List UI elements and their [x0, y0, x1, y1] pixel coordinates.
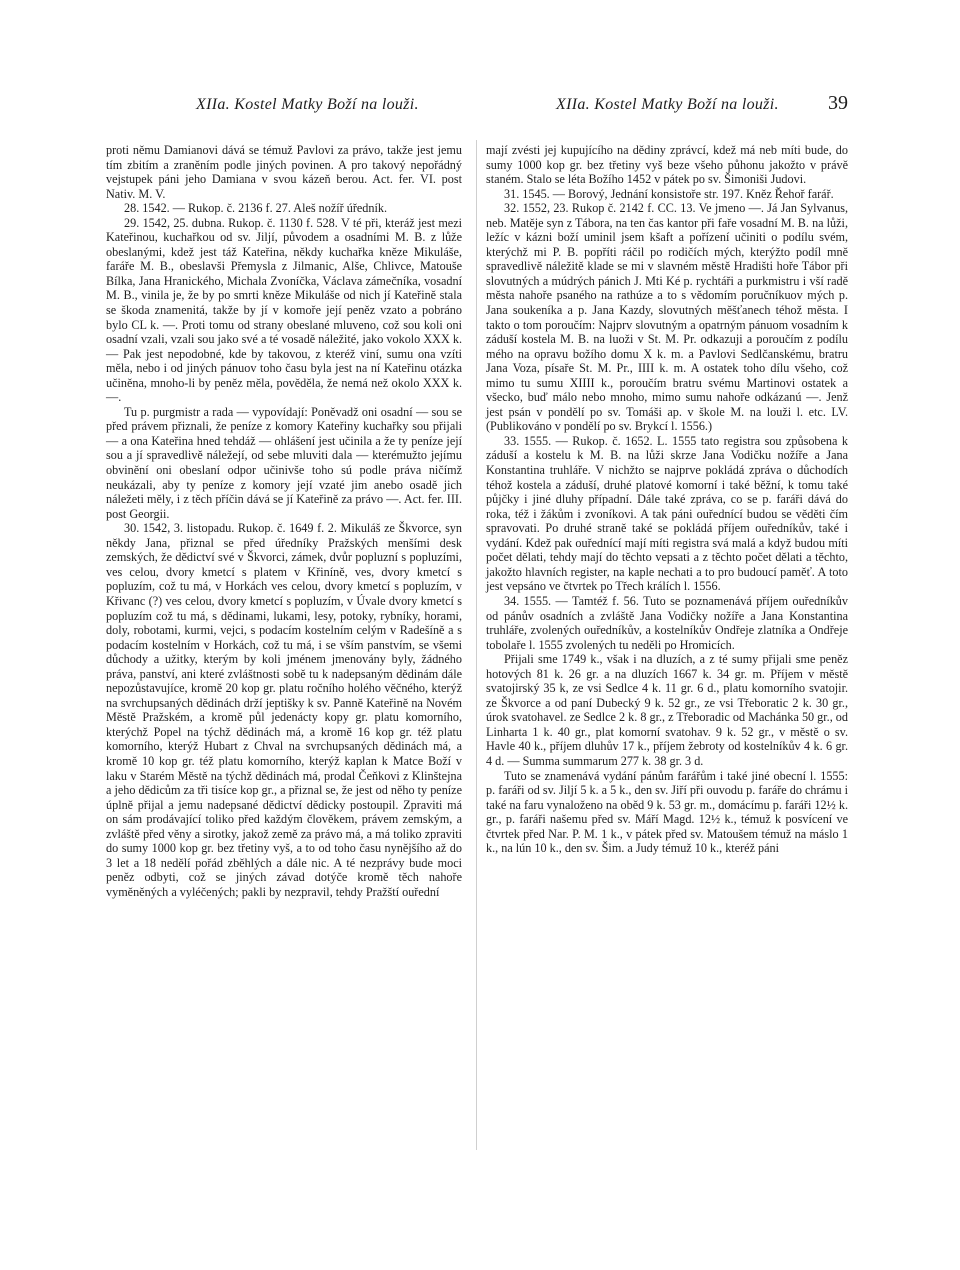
right-column	[486, 143, 848, 856]
paragraph: Tu p. purgmistr a rada — vypovídají: Poněvadž oni osadní — sou se před právem přiznali, že peníze z komory Kateřiny kuchařky sou přijali — a ona Kateřina hned tehdáž — ohlášení jest učinila a že ty peníze její sou a jí spravedlivě náležejí, od sebe mluviti dala — kterémužto jejímu obvinění oni obeslaní odpor učinivše toho sú podle práva ničímž neukázali, aby ty peníze z komory její vzaté jim anebo osadě jich náležeti měly, i z těch příčin dává se jí Kateřině za právo —. Act. fer. III. post Georgii.	[106, 404, 462, 521]
running-header-right: XIIa. Kostel Matky Boží na louži.	[556, 96, 779, 113]
running-header-left: XIIa. Kostel Matky Boží na louži.	[196, 96, 419, 113]
paragraph: 34. 1555. — Tamtéž f. 56. Tuto se poznamenává příjem ouředníkův od pánův osadních a zvláště Jana Vodičky nožíře a Jana Konstantina truhláře, zvolených ouředníkův, a kostelníkův Ondřeje zlatníka a Ondřeje tobolaře l. 1555 zvolených tu neděli po Hromicích.	[486, 593, 848, 652]
paragraph: 28. 1542. — Rukop. č. 2136 f. 27. Aleš nožíř úředník.	[124, 201, 388, 216]
paragraph: 29. 1542, 25. dubna. Rukop. č. 1130 f. 528. V té při, kteráž jest mezi Kateřinou, kuchařkou od sv. Jiljí, původem a osadními M. B. z lůže obeslanými, kdež jest táž Kateřina, někdy kuchařka kněze Mikuláše, faráře M. B., obeslavši Přemysla z Jilmanic, Alše, Chlivce, Matouše Bílka, Jana Hranického, Michala Zvoníčka, Václava zámečníka, vosadní M. B., vinila je, že by po smrti kněze Mikuláše od nich jí Kateřině stala se škoda znamenitá, takže by jí v komoře její peněz vzato a pobráno bylo CL k. —. Proti tomu od strany obeslané mluveno, což sou koli oni osadní vzali, vzali sou jako své a té vosadě náležité, jako vokolo XXX k. — Pak jest nepodobné, kde by takovou, z kteréž viní, sumu ona vzíti měla, nebo i od jiných pánuov toho času byla jest na ní Kateřinu otázka učiněna, mnoho-li by peněz měla, pověděla, že nemá než okolo XXX k. —.	[106, 215, 462, 405]
paragraph: Přijali sme 1749 k., však i na dluzích, a z té sumy přijali sme peněz hotových 81 k. 26 gr. a na dluzích 1667 k. 34 gr. m. Příjem v městě svatojirský 35 k, ze vsi Sedlce 4 k. 11 gr. 6 d., platu komorního svatojir. ze Škvorce a od paní Dubecký 9 k. 52 gr., ze vsi Třeboratic 2 k. 30 gr., úrok svatohavel. ze Sedlce 2 k. 8 gr., z Třeboradic od Machánka 50 gr., od Linharta 1 k. 40 gr., plat komorní svatohav. 9 k. 52 gr., v městě o sv. Havle 40 k., příjem dluhův 17 k., příjem žebroty od kostelníkův 4 k. 6 gr. 4 d. — Summa summarum 277 k. 38 gr. 3 d.	[486, 652, 848, 768]
paragraph: 33. 1555. — Rukop. č. 1652. L. 1555 tato registra sou způsobena k záduší a kostelu k M. B. na lůži skrze Jana Vodičku nožíře a Jana Konstantina truhláře. V nichžto se najprve pokládá zpráva o důchodích téhož kostela a záduší, druhé platové komorní i také běžní, k tomu také půjčky i jiné dluhy případní. Dále také zpráva, co se p. faráři dává do roka, též i žákům i zvoníkovi. A tak páni ouřednící budou se věděti čím spravovati. Po druhé straně také se pokládá příjem ouředníkův, také i vydání. Kdež pak ouřednící mají míti registra svá malá a když budou míti počet dělati, tehdy mají do těchto vepsati a z těchto počet dělati a těchto, jakožto hlavních register, na kaple nechati a to pro budoucí paměť. A toto jest vepsáno ve čtvrtek po Třech králích l. 1556.	[486, 433, 848, 594]
paragraph: Tuto se znamenává vydání pánům farářům i také jiné obecní l. 1555: p. faráři od sv. Jiljí 5 k. a 5 k., den sv. Jiří při ouvodu p. faráře do chrámu i také na faru vynaloženo na oběd 9 k. 53 gr. m., domácímu p. faráři 12½ k. gr., p. faráři našemu před sv. Máří Magd. 12½ k., témuž k posvícení ve čtvrtek před Nar. P. M. 1 k., v pátek před sv. Matoušem témuž na máslo 1 k., na lún 10 k., den sv. Šim. a Judy témuž 10 k., kteréž páni	[486, 768, 848, 856]
paragraph: mají zvésti jej kupujícího na dědiny zprávcí, kdež má neb míti bude, do sumy 1000 kop gr. bez třetiny vyš beze všeho půhonu jakožto v právě staném. Stalo se léta Božího 1452 v pátek po sv. Šimoniši Judovi.	[486, 143, 848, 187]
page-number: 39	[828, 92, 848, 114]
paragraph: 30. 1542, 3. listopadu. Rukop. č. 1649 f. 2. Mikuláš ze Škvorce, syn někdy Jana, přiznal se před úředníky Pražských menšími desk zemských, že dědictví své v Škvorci, zámek, dvůr popluzní s popluzími, ves celou, dvory kmetcí s platem v Křiníně, ves, dvory kmetcí s popluzím, což tu má, v Horkách ves celou, dvory kmetcí s popluzím, v Křivanc (?) ves celou, dvory kmetcí s popluzím, v Úvale dvory kmetcí s popluzím což tu má, s dědinami, lukami, lesy, potoky, rybníky, horami, doly, robotami, kurmi, vejci, s podacím kostelním celým v Radešíně a s podacím kostelním v Horkách, což tu má, i se vším panstvím, se všemi důchody a užitky, kterým by koli jménem jmenovány byly, žádného práva, panství, ani které zvláštnosti sobě tu k nadepsaným dědinám dále nepozůstavujíce, kromě 20 kop gr. platu ročního holého věčného, kterýž na svrchupsaných dědinách drží jeptišky k sv. Panně Kateřině na Novém Městě Pražském, a kromě půl jedenácty kopy gr. platu komorního, kterýchž Popel na týchž dědinách má, a kromě 16 kop gr. též platu komorního, kterýž Hubart z Chval na svrchupsaných dědinách má, a kromě 10 kop gr. též platu komorního, kterýž kaplan k Matce Boží v laku v Starém Městě na týchž dědinách má, prodal Čeňkovi z Klinštejna a jeho dědicům za tři tisíce kop gr., a přiznal se, že jest od něho ty peníze úplně přijal a jemu nadepsané dědictví dědicky postoupil. Zpraviti má on sám prodávající toliko před každým člověkem, právem zemským, a zvláště před věny a sirotky, jakož země za právo má, a má toliko zpraviti do sumy 1000 kop gr. bez třetiny vyš, a to od toho času nynějšího až do 3 let a 18 nedělí pořád zběhlých a dále nic. A té nezprávy bude moci peněz odbyti, což se jiných závad dotýče kromě těch nahoře vyměněných a vyléčených; pakli by nezpravil, tehdy Pražští ouřední	[106, 521, 462, 899]
paragraph: 32. 1552, 23. Rukop č. 2142 f. CC. 13. Ve jmeno —. Já Jan Sylvanus, neb. Matěje syn z Tábora, na ten čas kantor při faře vosadní M. B. na lůži, ležíc v kázni boží uminil jsem kšaft a pořízení učiniti o podílu svém, kterýchž mi P. B. popříti ráčil po rodičích mých, kterýžto podíl mně spravedlivě náležitě klade se mi v slavném městě Hradišti hoře Tábor při slovutných a múdrých pánich J. Mti Ké p. rychtáři a purkmistru i vší radě města nahoře psaného na rathúze a to s vědomím poručníkuov mých p. Jana soukeníka a p. Jana Kazdy, slovutných měšťanech téhož města. I takto o tom poroučím: Najprv slovutným a opatrným pánuom vosadním k záduší kostela M. B. na luoži v St. M. Pr. odkazuji a poroučím z podílu mého na opravu božího domu X k. m. a Pavlovi Sedlčanskému, bratru Jana Voza, písaře St. M. Pr., IIII k. m. A ostatek toho dílu všeho, což mimo tu sumu XIIII k., poroučím bratru svému Martinovi ostatek a všecko, buď málo nebo mnoho, mimo sumu nahoře odkázanú —. Jenž jest psán v pondělí po sv. Tomáši ap. v škole M. na louži l. etc. LV. (Publikováno v pondělí po sv. Brykcí l. 1556.)	[486, 201, 848, 434]
paragraph: 31. 1545. — Borový, Jednání konsistoře str. 197. Kněz Řehoř farář.	[504, 186, 834, 201]
left-column	[106, 143, 462, 899]
paragraph: proti němu Damianovi dává se témuž Pavlovi za právo, takže jest jemu tím zbitím a zraněním podle jiných povinen. A pro takový nepořádný vejstupek páni jeho Damiana v svou kázeň berou. Act. fer. VI. post Nativ. M. V.	[106, 143, 462, 201]
column-divider	[476, 140, 477, 1150]
